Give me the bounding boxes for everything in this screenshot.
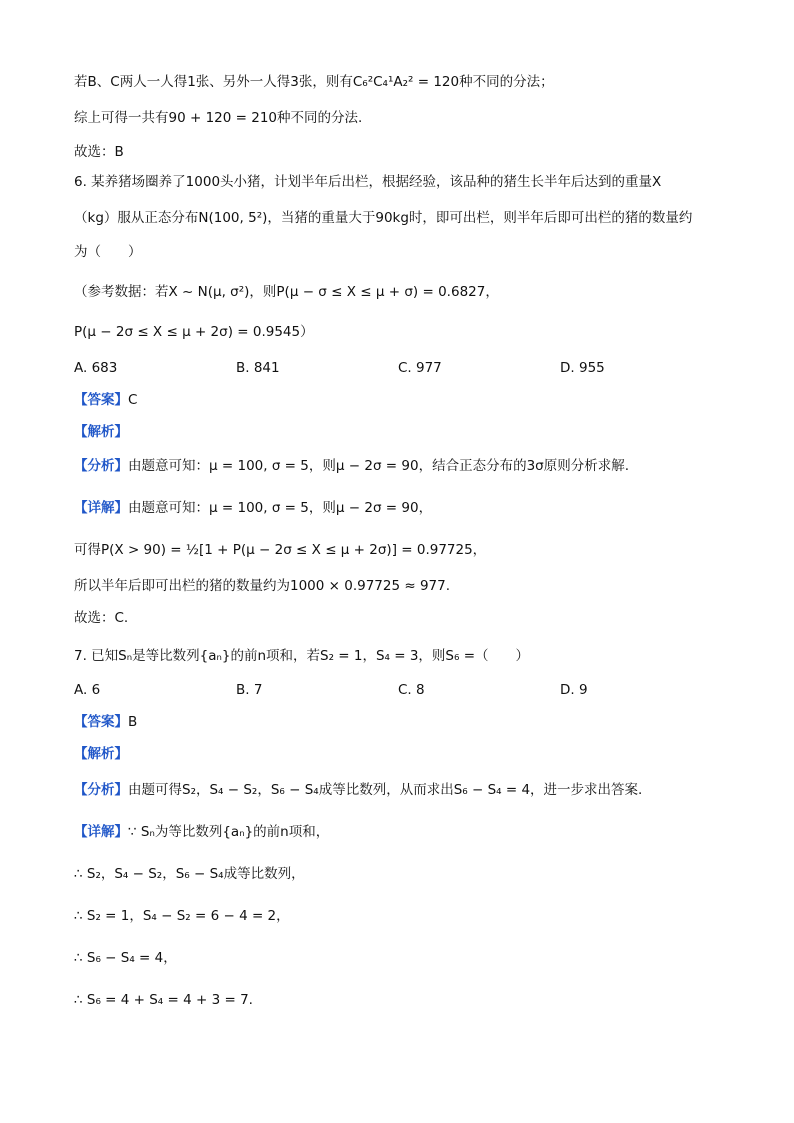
detail-line: ∴ S₂，S₄ − S₂，S₆ − S₄成等比数列， xyxy=(74,866,305,882)
detail-line: 故选：C. xyxy=(74,610,129,626)
detail-line xyxy=(74,498,754,518)
reference-data-line: （参考数据：若X ~ N(μ, σ²)，则P(μ − σ ≤ X ≤ μ + σ) = 0.6827， xyxy=(74,284,499,300)
option-a: A. 6 xyxy=(74,682,101,698)
fenxi-text: 由题可得S₂，S₄ − S₂，S₆ − S₄成等比数列，从而求出S₆ − S₄ = 4，进一步求出答案. xyxy=(128,782,643,798)
detail-tag: 【详解】 xyxy=(74,824,128,840)
detail-line: 所以半年后即可出栏的猪的数量约为1000 × 0.97725 ≈ 977. xyxy=(74,578,451,594)
fenxi-tag: 【分析】 xyxy=(74,458,128,474)
detail-line: ∴ S₂ = 1，S₄ − S₂ = 6 − 4 = 2， xyxy=(74,908,290,924)
option-d: D. 955 xyxy=(560,360,605,376)
analysis-line xyxy=(74,422,754,442)
detail-line: ∴ S₆ − S₄ = 4， xyxy=(74,950,177,966)
answer-value: B xyxy=(128,714,138,730)
question-6-line: （kg）服从正态分布N(100, 5²)，当猪的重量大于90kg时，即可出栏，则半年后即可出栏的猪的数量约 xyxy=(74,210,693,226)
option-b: B. 7 xyxy=(236,682,263,698)
fenxi-text: 由题意可知：μ = 100, σ = 5，则μ − 2σ = 90，结合正态分布的3σ原则分析求解. xyxy=(128,458,630,474)
question-6-line: 6. 某养猪场圈养了1000头小猪，计划半年后出栏，根据经验，该品种的猪生长半年后达到的重量X xyxy=(74,174,662,190)
answer-line xyxy=(74,390,754,410)
text-line: 故选：B xyxy=(74,144,124,160)
option-b: B. 841 xyxy=(236,360,280,376)
option-c: C. 977 xyxy=(398,360,442,376)
detail-line xyxy=(74,822,754,842)
text-line: 若B、C两人一人得1张、另外一人得3张，则有C₆²C₄¹A₂² = 120种不同的分法； xyxy=(74,74,554,90)
detail-line: ∴ S₆ = 4 + S₄ = 4 + 3 = 7. xyxy=(74,992,253,1008)
analysis-tag: 【解析】 xyxy=(74,424,128,440)
analysis-tag: 【解析】 xyxy=(74,746,128,762)
detail-tag: 【详解】 xyxy=(74,500,128,516)
analysis-line xyxy=(74,744,754,764)
answer-line xyxy=(74,712,754,732)
options-q6 xyxy=(74,358,724,378)
detail-text: ∵ Sₙ为等比数列{aₙ}的前n项和， xyxy=(128,824,330,840)
answer-tag: 【答案】 xyxy=(74,714,128,730)
reference-data-line: P(μ − 2σ ≤ X ≤ μ + 2σ) = 0.9545） xyxy=(74,324,314,340)
option-d: D. 9 xyxy=(560,682,588,698)
fenxi-line xyxy=(74,456,754,476)
detail-line: 可得P(X > 90) = ½[1 + P(μ − 2σ ≤ X ≤ μ + 2σ)] = 0.97725， xyxy=(74,542,487,558)
question-6-line: 为（ ） xyxy=(74,244,142,260)
fenxi-line xyxy=(74,780,754,800)
text-line: 综上可得一共有90 + 120 = 210种不同的分法. xyxy=(74,110,363,126)
detail-text: 由题意可知：μ = 100, σ = 5，则μ − 2σ = 90， xyxy=(128,500,433,516)
option-c: C. 8 xyxy=(398,682,425,698)
answer-value: C xyxy=(128,392,138,408)
question-7-line: 7. 已知Sₙ是等比数列{aₙ}的前n项和，若S₂ = 1，S₄ = 3，则S₆ =（ ） xyxy=(74,648,530,664)
option-a: A. 683 xyxy=(74,360,118,376)
options-q7 xyxy=(74,680,724,700)
fenxi-tag: 【分析】 xyxy=(74,782,128,798)
answer-tag: 【答案】 xyxy=(74,392,128,408)
